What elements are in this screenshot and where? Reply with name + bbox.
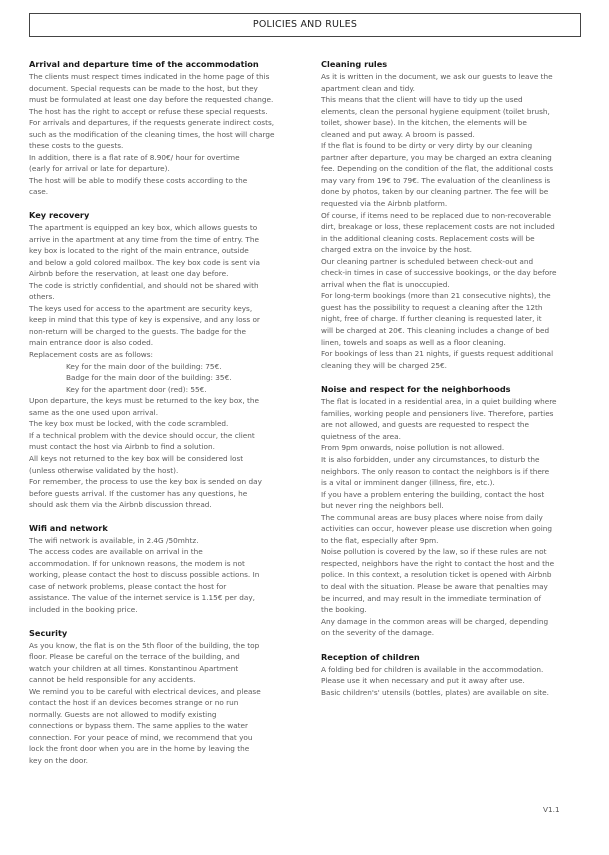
body-line: If you have a problem entering the building, contact the host	[321, 489, 545, 499]
body-line: lock the front door when you are in the home by leaving the	[29, 744, 250, 754]
body-line: toilet, shower base). In the kitchen, the elements will be	[321, 118, 527, 128]
body-line: must contact the host via Airbnb to find a solution.	[29, 442, 215, 452]
body-line: respected, neighbors have the right to contact the host and the	[321, 558, 555, 568]
body-line: The host will be able to modify these costs according to the	[29, 175, 248, 185]
body-line: case of network problems, please contact the host for	[29, 581, 227, 591]
body-line: It is also forbidden, under any circumstances, to disturb the	[321, 454, 540, 464]
body-line: may vary from 19€ to 79€. The evaluation of the cleanliness is	[321, 175, 551, 185]
body-line: connections or bypass them. The same applies to the water	[29, 721, 249, 731]
body-line: included in the booking price.	[29, 604, 138, 614]
body-line: quietness of the area.	[321, 431, 401, 441]
body-line: accommodation. If for unknown reasons, the modem is not	[29, 558, 245, 568]
body-line: arrive in the apartment at any time from the time of entry. The	[29, 234, 260, 244]
section-noise-and-respect-for-the-neighborhoods	[321, 384, 583, 638]
body-line: For bookings of less than 21 nights, if guests request additional	[321, 349, 554, 359]
section-heading: Key recovery	[29, 210, 90, 221]
body-line: key on the door.	[29, 755, 89, 765]
section-arrival-and-departure-time-of-the-accommodation	[29, 59, 301, 198]
body-line: but never ring the neighbors bell.	[321, 501, 444, 511]
body-line: assistance. The value of the internet service is 1.15€ per day,	[29, 593, 255, 603]
section-heading: Reception of children	[321, 651, 420, 662]
body-line: and below a gold colored mailbox. The key box code is sent via	[29, 257, 260, 267]
body-line: non-return will be charged to the guests. The badge for the	[29, 326, 247, 336]
body-line: charged extra on the invoice by the host.	[321, 245, 473, 255]
body-line: A folding bed for children is available in the accommodation.	[321, 664, 544, 674]
right-column	[321, 59, 583, 698]
body-line: The code is strictly confidential, and should not be shared with	[29, 280, 259, 290]
body-line: elements, clean the personal hygiene equipment (toilet brush,	[321, 106, 550, 116]
body-line: key box is located to the right of the main entrance, outside	[29, 246, 249, 256]
body-line: night, free of charge. If further cleaning is requested later, it	[321, 314, 542, 324]
body-line: such as the modification of the cleaning times, the host will charge	[29, 129, 275, 139]
body-line: (early for arrival or late for departure).	[29, 164, 170, 174]
body-line: are not allowed, and guests are requested to respect the	[321, 420, 530, 430]
body-line: working, please contact the host to discuss possible actions. In	[29, 570, 260, 580]
body-line: cannot be held responsible for any accidents.	[29, 675, 196, 685]
body-line: As you know, the flat is on the 5th floor of the building, the top	[29, 640, 260, 650]
body-line: contact the host if an devices becomes strange or no run	[29, 698, 239, 708]
body-line: Any damage in the common areas will be charged, depending	[321, 616, 549, 626]
body-line: Airbnb before the reservation, at least one day before.	[29, 269, 229, 279]
body-line: be incurred, and may result in the immediate termination of	[321, 593, 542, 603]
body-line: others.	[29, 292, 55, 302]
body-line: before guests arrival. If the customer has any questions, he	[29, 488, 248, 498]
body-line: Upon departure, the keys must be returned to the key box, the	[29, 396, 259, 406]
body-line: cleaning they will be charged 25€.	[321, 360, 447, 370]
body-line: The access codes are available on arrival in the	[29, 547, 203, 557]
body-line: We remind you to be careful with electrical devices, and please	[29, 686, 261, 696]
body-line: This means that the client will have to tidy up the used	[321, 95, 523, 105]
section-reception-of-children	[321, 652, 583, 699]
body-line: will be charged at 20€. This cleaning includes a change of bed	[321, 326, 550, 336]
body-line: Please use it when necessary and put it away after use.	[321, 676, 525, 686]
body-line: dirt, breakage or loss, these replacement costs are not included	[321, 222, 555, 232]
body-line: activities can occur, however please use discretion when going	[321, 524, 553, 534]
section-key-recovery	[29, 210, 301, 511]
body-line: to deal with the situation. Please be aware that penalties may	[321, 581, 548, 591]
body-line: For long-term bookings (more than 21 consecutive nights), the	[321, 291, 551, 301]
section-heading: Security	[29, 627, 68, 638]
body-line: done by photos, taken by our cleaning partner. The fee will be	[321, 187, 549, 197]
body-line: should ask them via the Airbnb discussion thread.	[29, 500, 212, 510]
section-security	[29, 628, 301, 767]
section-heading: Cleaning rules	[321, 59, 388, 69]
section-heading: Noise and respect for the neighborhoods	[321, 384, 511, 395]
cost-line: Key for the apartment door (red): 55€.	[66, 384, 207, 394]
body-line: Our cleaning partner is scheduled between check-out and	[321, 256, 534, 266]
body-line: apartment clean and tidy.	[321, 83, 415, 93]
cost-line: Key for the main door of the building: 75€.	[66, 361, 222, 371]
body-line: must be formulated at least one day before the requested change.	[29, 95, 274, 105]
body-line: For remember, the process to use the key box is sended on day	[29, 477, 262, 487]
page-title: POLICIES AND RULES	[29, 13, 581, 37]
body-line: For arrivals and departures, if the requests generate indirect costs,	[29, 118, 275, 128]
body-line: keep in mind that this type of key is expensive, and any loss or	[29, 315, 260, 325]
body-line: arrival when the flat is unoccupied.	[321, 279, 450, 289]
body-line: From 9pm onwards, noise pollution is not allowed.	[321, 443, 505, 453]
body-line: Replacement costs are as follows:	[29, 350, 154, 360]
body-line: connection. For your peace of mind, we recommend that you	[29, 732, 253, 742]
body-line: requested via the Airbnb platform.	[321, 199, 448, 209]
body-line: If the flat is found to be dirty or very dirty by our cleaning	[321, 141, 533, 151]
body-line: All keys not returned to the key box will be considered lost	[29, 453, 244, 463]
body-line: main entrance door is also coded.	[29, 338, 154, 348]
body-line: linen, towels and soaps as well as a floor cleaning.	[321, 337, 506, 347]
body-line: case.	[29, 187, 49, 197]
section-wifi-and-network	[29, 523, 301, 616]
body-line: The wifi network is available, in 2.4G /50mhtz.	[29, 535, 199, 545]
body-line: watch your children at all times. Konstantinou Apartment	[29, 663, 239, 673]
body-line: floor. Please be careful on the terrace of the building, and	[29, 652, 240, 662]
body-line: families, working people and pensioners live. Therefore, parties	[321, 408, 554, 418]
body-line: is a vital or imminent danger (illness, fire, etc.).	[321, 478, 495, 488]
body-line: to the flat, especially after 9pm.	[321, 535, 439, 545]
section-heading: Wifi and network	[29, 522, 108, 533]
body-line: The flat is located in a residential area, in a quiet building where	[321, 397, 557, 407]
section-cleaning-rules	[321, 59, 583, 371]
body-line: The apartment is equipped an key box, which allows guests to	[29, 223, 258, 233]
body-line: Of course, if items need to be replaced due to non-recoverable	[321, 210, 552, 220]
body-line: (unless otherwise validated by the host).	[29, 465, 179, 475]
body-line: on the severity of the damage.	[321, 628, 435, 638]
body-line: As it is written in the document, we ask our guests to leave the	[321, 72, 553, 81]
body-line: Basic children's' utensils (bottles, plates) are available on site.	[321, 687, 549, 697]
body-line: In addition, there is a flat rate of 8.90€/ hour for overtime	[29, 152, 240, 162]
body-line: If a technical problem with the device should occur, the client	[29, 430, 255, 440]
body-line: police. In this context, a resolution ticket is opened with Airbnb	[321, 570, 552, 580]
body-line: The keys used for access to the apartment are security keys,	[29, 303, 253, 313]
body-line: The communal areas are busy places where noise from daily	[321, 512, 543, 522]
body-line: neighbors. The only reason to contact the neighbors is if there	[321, 466, 550, 476]
body-line: The clients must respect times indicated in the home page of this	[29, 72, 270, 81]
body-line: in the additional cleaning costs. Replacement costs will be	[321, 233, 535, 243]
body-line: fee. Depending on the condition of the flat, the additional costs	[321, 164, 554, 174]
body-line: The host has the right to accept or refuse these special requests.	[29, 106, 268, 116]
body-line: normally. Guests are not allowed to modify existing	[29, 709, 217, 719]
body-line: partner after departure, you may be charged an extra cleaning	[321, 152, 552, 162]
body-line: check-in times in case of successive bookings, or the day before	[321, 268, 557, 278]
body-line: these costs to the guests.	[29, 141, 124, 151]
body-line: The key box must be locked, with the code scrambled.	[29, 419, 229, 429]
left-column	[29, 59, 301, 767]
body-line: same as the one used upon arrival.	[29, 407, 159, 417]
body-line: document. Special requests can be made to the host, but they	[29, 83, 258, 93]
body-line: the booking.	[321, 605, 367, 615]
section-heading: Arrival and departure time of the accommodation	[29, 59, 259, 69]
body-line: cleaned and put away. A broom is passed.	[321, 129, 475, 139]
version-label: V1.1	[543, 805, 560, 814]
cost-line: Badge for the main door of the building: 35€.	[66, 373, 232, 383]
body-line: guest has the possibility to request a cleaning after the 12th	[321, 302, 543, 312]
body-line: Noise pollution is covered by the law, so if these rules are not	[321, 547, 547, 557]
